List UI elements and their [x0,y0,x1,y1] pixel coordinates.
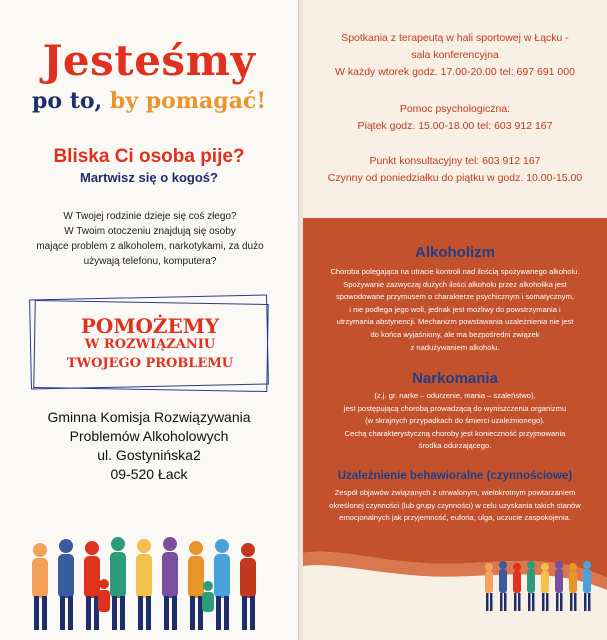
info-line: Pomoc psychologiczna: [399,103,511,115]
section-line: spowodowane przymusem o charakterze psychicznym i somatycznym, [335,292,575,302]
section-title-behavioral-addiction: Uzależnienie behawioralne (czynnościowe) [337,470,573,482]
section-title-alcoholism: Alkoholizm [414,244,495,261]
left-panel [0,0,299,640]
section-line: określonej czynności (lub grupy czynności) w celu uzyskania takich stanów [329,500,581,510]
crowd-illustration [0,520,298,640]
info-line: Spotkania z terapeutą w hali sportowej w Łącku - [341,32,569,44]
section-text-drug-addiction [311,390,599,453]
section-line: Choroba polegająca na utracie kontroli nad ilością spożywanego alkoholu. [330,267,580,276]
section-line: Cechą charakterystyczną choroby jest konieczność przyjmowania [344,428,566,438]
question-2: Martwisz się o kogoś? [80,170,218,185]
section-text-alcoholism [311,266,599,354]
description-line: W Twojej rodzinie dzieje się coś złego? [63,211,237,222]
section-line: emocjonalnych jak przyjemność, euforia, ulga, uczucie zaspokojenia. [339,513,571,523]
info-line: Czynny od poniedziałku do piątku w godz. 10.00-15.00 [327,172,583,184]
description-line: mające problem z alkoholem, narkotykami, za dużo [36,241,264,252]
headline: Jesteśmy [42,36,256,85]
description-line: W Twoim otoczeniu znajdują się osoby [64,226,236,237]
help-line-1: POMOŻEMY [80,314,220,338]
therapy-info [303,30,607,81]
info-line: W każdy wtorek godz. 17.00-20.00 tel: 697 691 000 [335,66,575,78]
small-crowd-illustration [479,555,599,617]
address-line: Gminna Komisja Rozwiązywania [47,409,251,425]
section-line: Zespół objawów związanych z utrwalonym, wielokrotnym powtarzaniem [334,488,576,497]
section-text-behavioral-addiction [311,487,599,525]
section-title-drug-addiction: Narkomania [412,370,498,387]
help-line-2: W ROZWIĄZANIU [84,337,216,352]
info-line: Piątek godz. 15.00-18.00 tel: 603 912 167 [357,120,553,132]
section-line: i nie podlega jego woli, jednak jest możliwy do powstrzymania i [349,304,561,314]
section-line: (z.j. gr. narke – odurzenie, mania – szaleństwo), [374,391,536,400]
address-line: Problemów Alkoholowych [69,428,229,444]
section-line: (w skrajnych przypadkach do śmierci uzależnionego). [365,416,545,426]
section-line: z nadużywaniem alkoholu. [410,342,500,352]
section-line: do końca wyjaśniony, ale ma bezpośredni związek [370,329,540,339]
psychology-info [303,101,607,135]
address-line: ul. Gostynińska2 [97,447,201,463]
subheadline-part-2: by pomagać! [109,88,266,114]
description-line: używają telefonu, komputera? [83,256,217,267]
people-group-icon [485,561,591,611]
section-line: środka odurzającego. [418,441,492,451]
subheadline [0,88,298,114]
section-line: Spożywanie zazwyczaj dużych ilości alkoholu przez alkoholika jest [343,279,567,289]
section-line: utrzymania abstynencji. Mechanizm powstawania uzależnienia nie jest [336,317,574,327]
help-line-3: TWOJEGO PROBLEMU [66,356,234,371]
description [30,209,270,269]
address-line: 09-520 Łack [110,466,188,482]
subheadline-part-1: po to, [32,88,103,114]
info-line: Punkt konsultacyjny tel: 603 912 167 [369,155,541,167]
section-line: jest postępującą chorobą prowadzącą do wyniszczenia organizmu [343,403,567,413]
info-line: sala konferencyjna [411,49,499,61]
question-1: Bliska Ci osoba pije? [53,146,245,167]
people-group-icon [32,537,256,630]
right-panel [303,0,607,640]
consultation-info [303,153,607,187]
